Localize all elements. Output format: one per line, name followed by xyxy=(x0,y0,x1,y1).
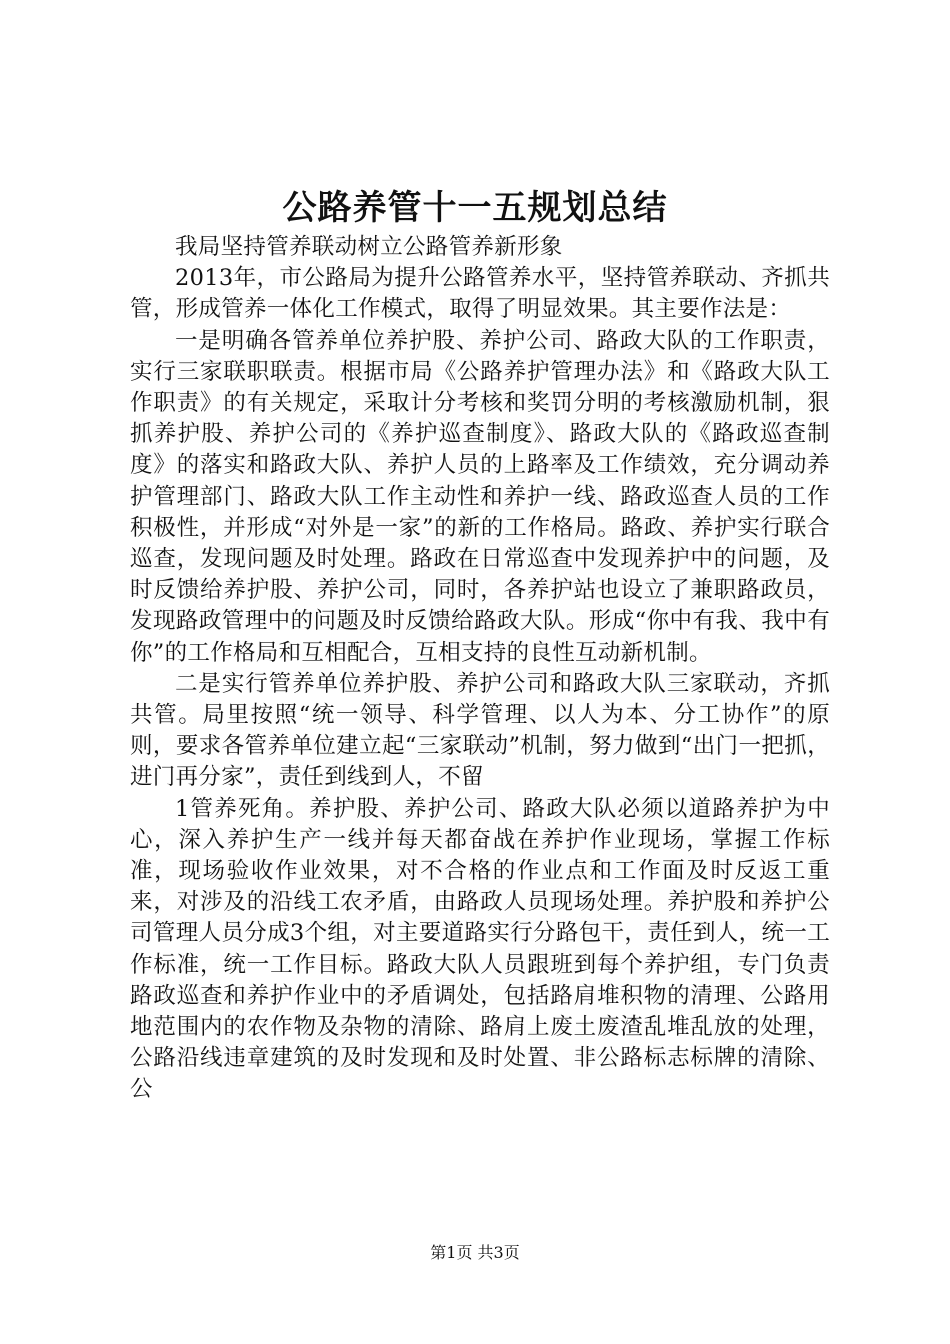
document-title: 公路养管十一五规划总结 xyxy=(282,188,668,228)
paragraph-subtitle: 我局坚持管养联动树立公路管养新形象 xyxy=(175,234,563,260)
paragraph-continuation: 1管养死角。养护股、养护公司、路政大队必须以道路养护为中心，深入养护生产一线并每天都奋战在养护作业现场，掌握工作标准，现场验收作业效果，对不合格的作业点和工作面及时反返工重来，对涉及的沿线工农矛盾，由路政人员现场处理。养护股和养护公司管理人员分成3个组，对主要道路实行分路包干，责任到人，统一工作标准，统一工作目标。路政大队人员跟班到每个养护组，专门负责路政巡查和养护作业中的矛盾调处，包括路肩堆积物的清理、公路用地范围内的农作物及杂物的清除、路肩上废土废渣乱堆乱放的处理，公路沿线违章建筑的及时发现和及时处置、非公路标志标牌的清除、公 xyxy=(130,795,830,1103)
document-body xyxy=(130,232,830,1106)
paragraph-intro: 2013年，市公路局为提升公路管养水平，坚持管养联动、齐抓共管，形成管养一体化工作模式，取得了明显效果。其主要作法是： xyxy=(130,265,830,323)
paragraph-second-measure: 二是实行管养单位养护股、养护公司和路政大队三家联动，齐抓共管。局里按照“统一领导、科学管理、以人为本、分工协作”的原则，要求各管养单位建立起“三家联动”机制，努力做到“出门一把抓，进门再分家”，责任到线到人，不留 xyxy=(130,670,830,791)
paragraph-first-measure: 一是明确各管养单位养护股、养护公司、路政大队的工作职责，实行三家联职联责。根据市局《公路养护管理办法》和《路政大队工作职责》的有关规定，采取计分考核和奖罚分明的考核激励机制，狠抓养护股、养护公司的《养护巡查制度》、路政大队的《路政巡查制度》的落实和路政大队、养护人员的上路率及工作绩效，充分调动养护管理部门、路政大队工作主动性和养护一线、路政巡查人员的工作积极性，并形成“对外是一家”的新的工作格局。路政、养护实行联合巡查，发现问题及时处理。路政在日常巡查中发现养护中的问题，及时反馈给养护股、养护公司，同时，各养护站也设立了兼职路政员，发现路政管理中的问题及时反馈给路政大队。形成“你中有我、我中有你”的工作格局和互相配合，互相支持的良性互动新机制。 xyxy=(130,327,830,666)
page-number-footer: 第1页 共3页 xyxy=(430,1243,520,1262)
